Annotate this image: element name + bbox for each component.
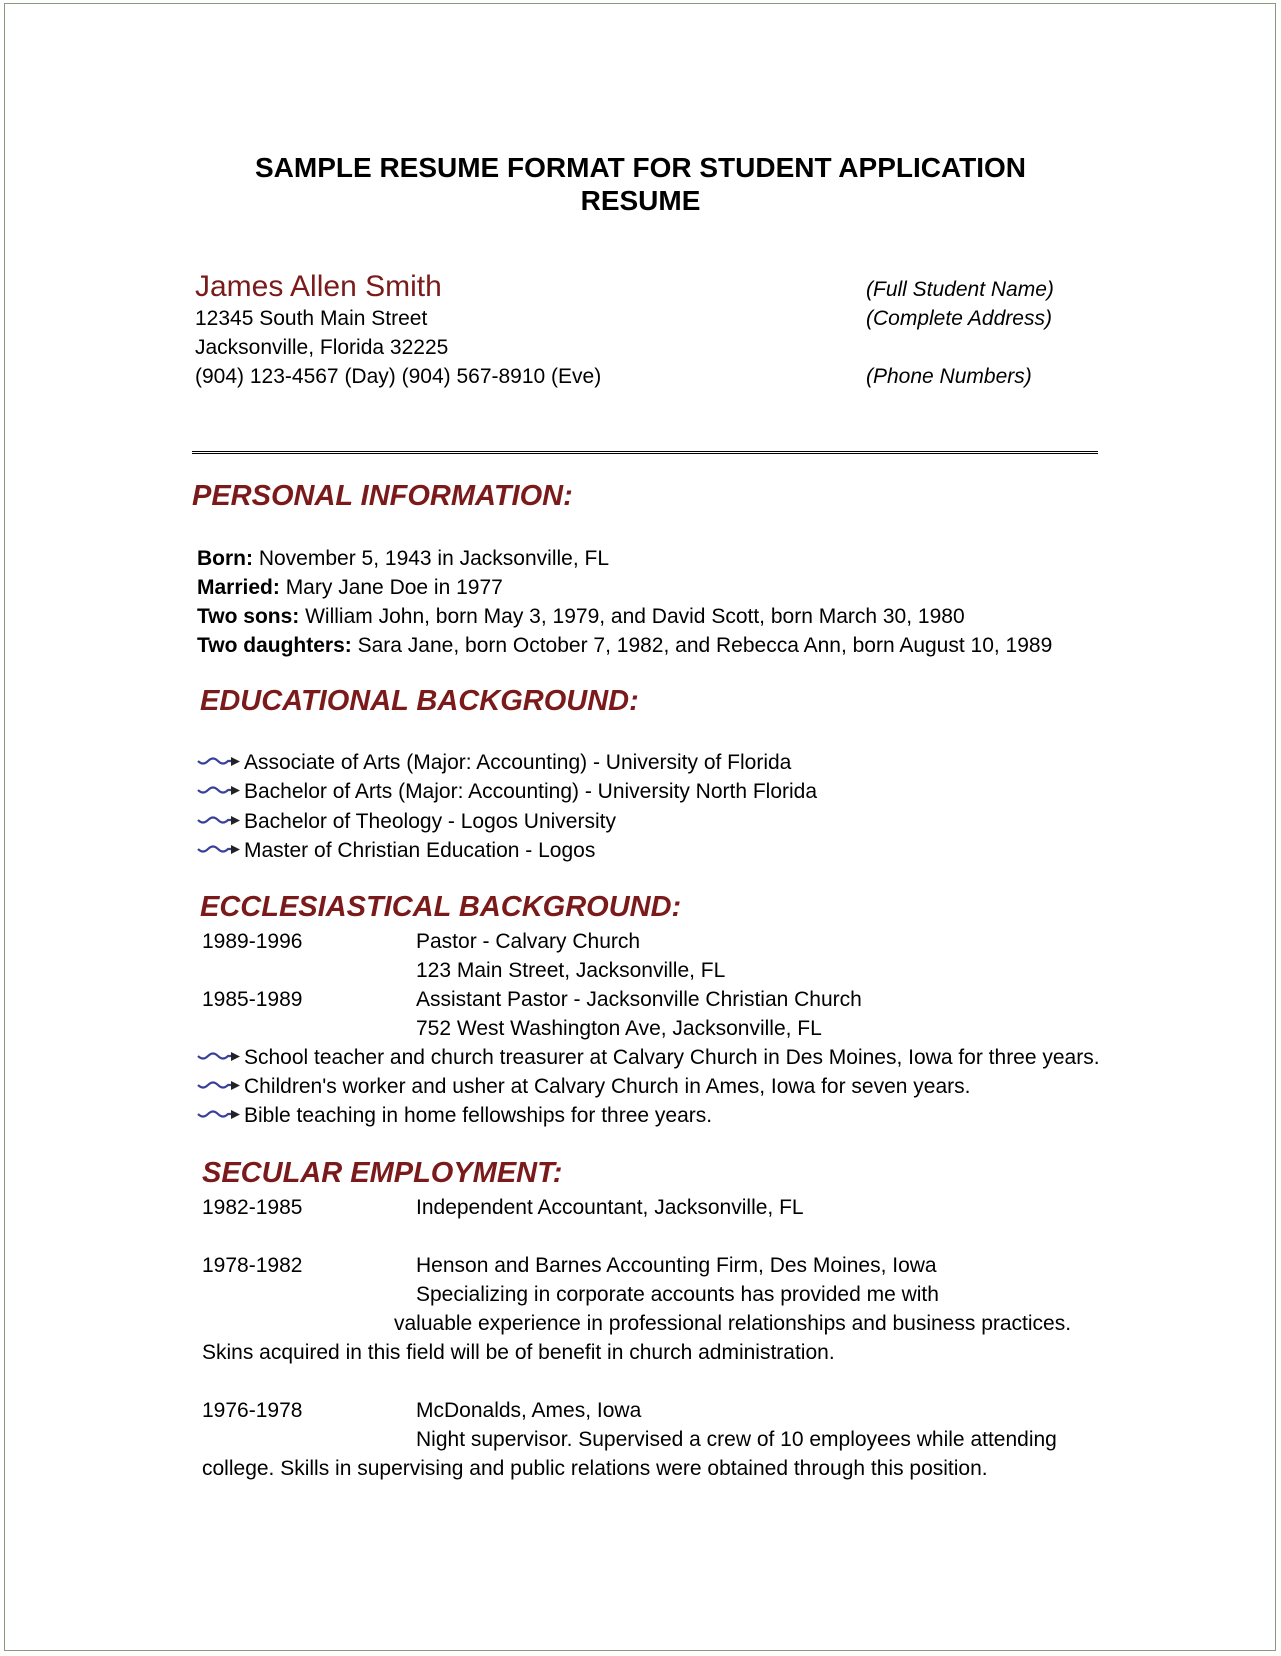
secular-heading: SECULAR EMPLOYMENT: — [202, 1157, 563, 1189]
daughters-label: Two daughters: — [197, 634, 352, 657]
education-heading: EDUCATIONAL BACKGROUND: — [200, 685, 639, 717]
born-value: November 5, 1943 in Jacksonville, FL — [253, 547, 610, 570]
frame-left — [4, 3, 5, 1651]
document-title-line1: SAMPLE RESUME FORMAT FOR STUDENT APPLICATION — [254, 152, 1027, 183]
ecclesiastical-years: 1985-1989 — [202, 988, 303, 1011]
education-item: Bachelor of Arts (Major: Accounting) - University North Florida — [244, 780, 818, 803]
ecclesiastical-heading: ECCLESIASTICAL BACKGROUND: — [200, 891, 682, 923]
ecclesiastical-location: 123 Main Street, Jacksonville, FL — [416, 959, 726, 982]
job-years: 1976-1978 — [202, 1399, 303, 1422]
personal-daughters — [197, 634, 1052, 658]
ecclesiastical-position: Pastor - Calvary Church — [416, 930, 641, 953]
phone-numbers: (904) 123-4567 (Day) (904) 567-8910 (Eve) — [195, 365, 602, 388]
job-title: Henson and Barnes Accounting Firm, Des Moines, Iowa — [416, 1254, 937, 1277]
ecclesiastical-position: Assistant Pastor - Jacksonville Christian Church — [416, 988, 862, 1011]
personal-info-heading: PERSONAL INFORMATION: — [192, 480, 573, 512]
daughters-value: Sara Jane, born October 7, 1982, and Rebecca Ann, born August 10, 1989 — [351, 634, 1053, 657]
job-years: 1978-1982 — [202, 1254, 303, 1277]
frame-top — [4, 3, 1276, 4]
born-label: Born: — [197, 547, 253, 570]
frame-right — [1275, 3, 1276, 1651]
phone-note: (Phone Numbers) — [866, 365, 1032, 388]
job-description: Night supervisor. Supervised a crew of 10 employees while attending — [416, 1428, 1057, 1451]
arrow-bullet-icon — [197, 1108, 241, 1122]
address-note: (Complete Address) — [866, 307, 1052, 330]
arrow-bullet-icon — [197, 1050, 241, 1064]
personal-born — [197, 547, 609, 571]
sons-label: Two sons: — [197, 605, 300, 628]
job-description: college. Skills in supervising and public relations were obtained through this position. — [202, 1457, 988, 1480]
arrow-bullet-icon — [197, 814, 241, 828]
job-title: Independent Accountant, Jacksonville, FL — [416, 1196, 804, 1219]
frame-bottom — [4, 1650, 1276, 1651]
name-note: (Full Student Name) — [866, 278, 1054, 301]
document-title-line2: RESUME — [580, 185, 701, 216]
arrow-bullet-icon — [197, 784, 241, 798]
sons-value: William John, born May 3, 1979, and David Scott, born March 30, 1980 — [299, 605, 965, 628]
education-item: Associate of Arts (Major: Accounting) - University of Florida — [244, 751, 792, 774]
married-label: Married: — [197, 576, 280, 599]
ecclesiastical-location: 752 West Washington Ave, Jacksonville, FL — [416, 1017, 822, 1040]
job-description: valuable experience in professional relationships and business practices. — [394, 1312, 1072, 1335]
student-name: James Allen Smith — [195, 270, 442, 303]
street-address: 12345 South Main Street — [195, 307, 428, 330]
education-item: Bachelor of Theology - Logos University — [244, 810, 616, 833]
ecclesiastical-bullet: Bible teaching in home fellowships for three years. — [244, 1104, 713, 1127]
education-item: Master of Christian Education - Logos — [244, 839, 596, 862]
job-years: 1982-1985 — [202, 1196, 303, 1219]
ecclesiastical-bullet: School teacher and church treasurer at Calvary Church in Des Moines, Iowa for three years. — [244, 1046, 1100, 1069]
job-title: McDonalds, Ames, Iowa — [416, 1399, 642, 1422]
arrow-bullet-icon — [197, 843, 241, 857]
arrow-bullet-icon — [197, 755, 241, 769]
job-description: Skins acquired in this field will be of benefit in church administration. — [202, 1341, 835, 1364]
section-divider — [192, 451, 1098, 454]
personal-sons — [197, 605, 965, 629]
city-address: Jacksonville, Florida 32225 — [195, 336, 449, 359]
ecclesiastical-years: 1989-1996 — [202, 930, 303, 953]
personal-married — [197, 576, 503, 600]
job-description: Specializing in corporate accounts has provided me with — [416, 1283, 939, 1306]
ecclesiastical-bullet: Children's worker and usher at Calvary Church in Ames, Iowa for seven years. — [244, 1075, 971, 1098]
arrow-bullet-icon — [197, 1079, 241, 1093]
married-value: Mary Jane Doe in 1977 — [279, 576, 503, 599]
